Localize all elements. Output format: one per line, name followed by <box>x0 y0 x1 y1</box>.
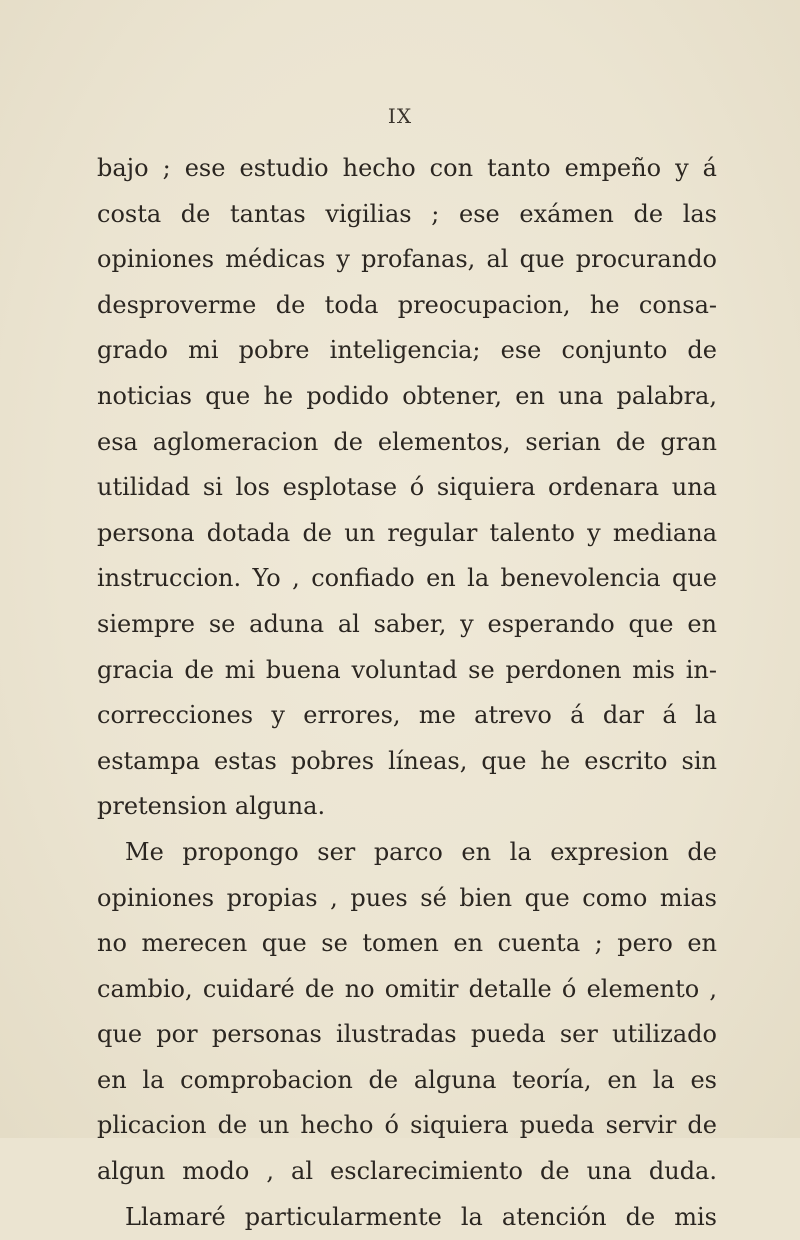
text-line: plicacion de un hecho ó siquiera pueda servir de <box>97 1111 717 1140</box>
text-line: estampa estas pobres líneas, que he escrito sin <box>97 746 717 775</box>
text-line: no merecen que se tomen en cuenta ; pero en <box>97 929 717 958</box>
page-number: IX <box>387 104 413 128</box>
text-line: Llamaré particularmente la atención de mis <box>125 1202 717 1231</box>
text-line: esa aglomeracion de elementos, serian de gran <box>97 427 717 456</box>
body-text <box>97 146 717 1240</box>
text-line: noticias que he podido obtener, en una palabra, <box>97 381 717 410</box>
text-line: instruccion. Yo , confiado en la benevolencia que <box>97 564 717 593</box>
text-line: pretension alguna. <box>97 792 326 821</box>
text-line: opiniones médicas y profanas, al que procurando <box>97 245 717 274</box>
text-line: desproverme de toda preocupacion, he consa- <box>97 290 717 319</box>
text-line: costa de tantas vigilias ; ese exámen de las <box>97 199 717 228</box>
text-line: Me propongo ser parco en la expresion de <box>125 837 717 866</box>
text-line: opiniones propias , pues sé bien que como mias <box>97 883 717 912</box>
text-line: gracia de mi buena voluntad se perdonen mis in- <box>97 655 717 684</box>
text-line: correcciones y errores, me atrevo á dar á la <box>97 701 717 730</box>
text-line: en la comprobacion de alguna teoría, en la es <box>97 1065 717 1094</box>
text-line: siempre se aduna al saber, y esperando que en <box>97 609 717 638</box>
text-line: utilidad si los esplotase ó siquiera ordenara una <box>97 473 717 502</box>
text-line: que por personas ilustradas pueda ser utilizado <box>97 1020 717 1049</box>
text-line: cambio, cuidaré de no omitir detalle ó elemento , <box>97 974 717 1003</box>
text-line: algun modo , al esclarecimiento de una duda. <box>97 1157 717 1186</box>
text-line: persona dotada de un regular talento y mediana <box>97 518 717 547</box>
text-line: bajo ; ese estudio hecho con tanto empeño y á <box>97 154 717 182</box>
text-line: grado mi pobre inteligencia; ese conjunto de <box>97 336 717 365</box>
